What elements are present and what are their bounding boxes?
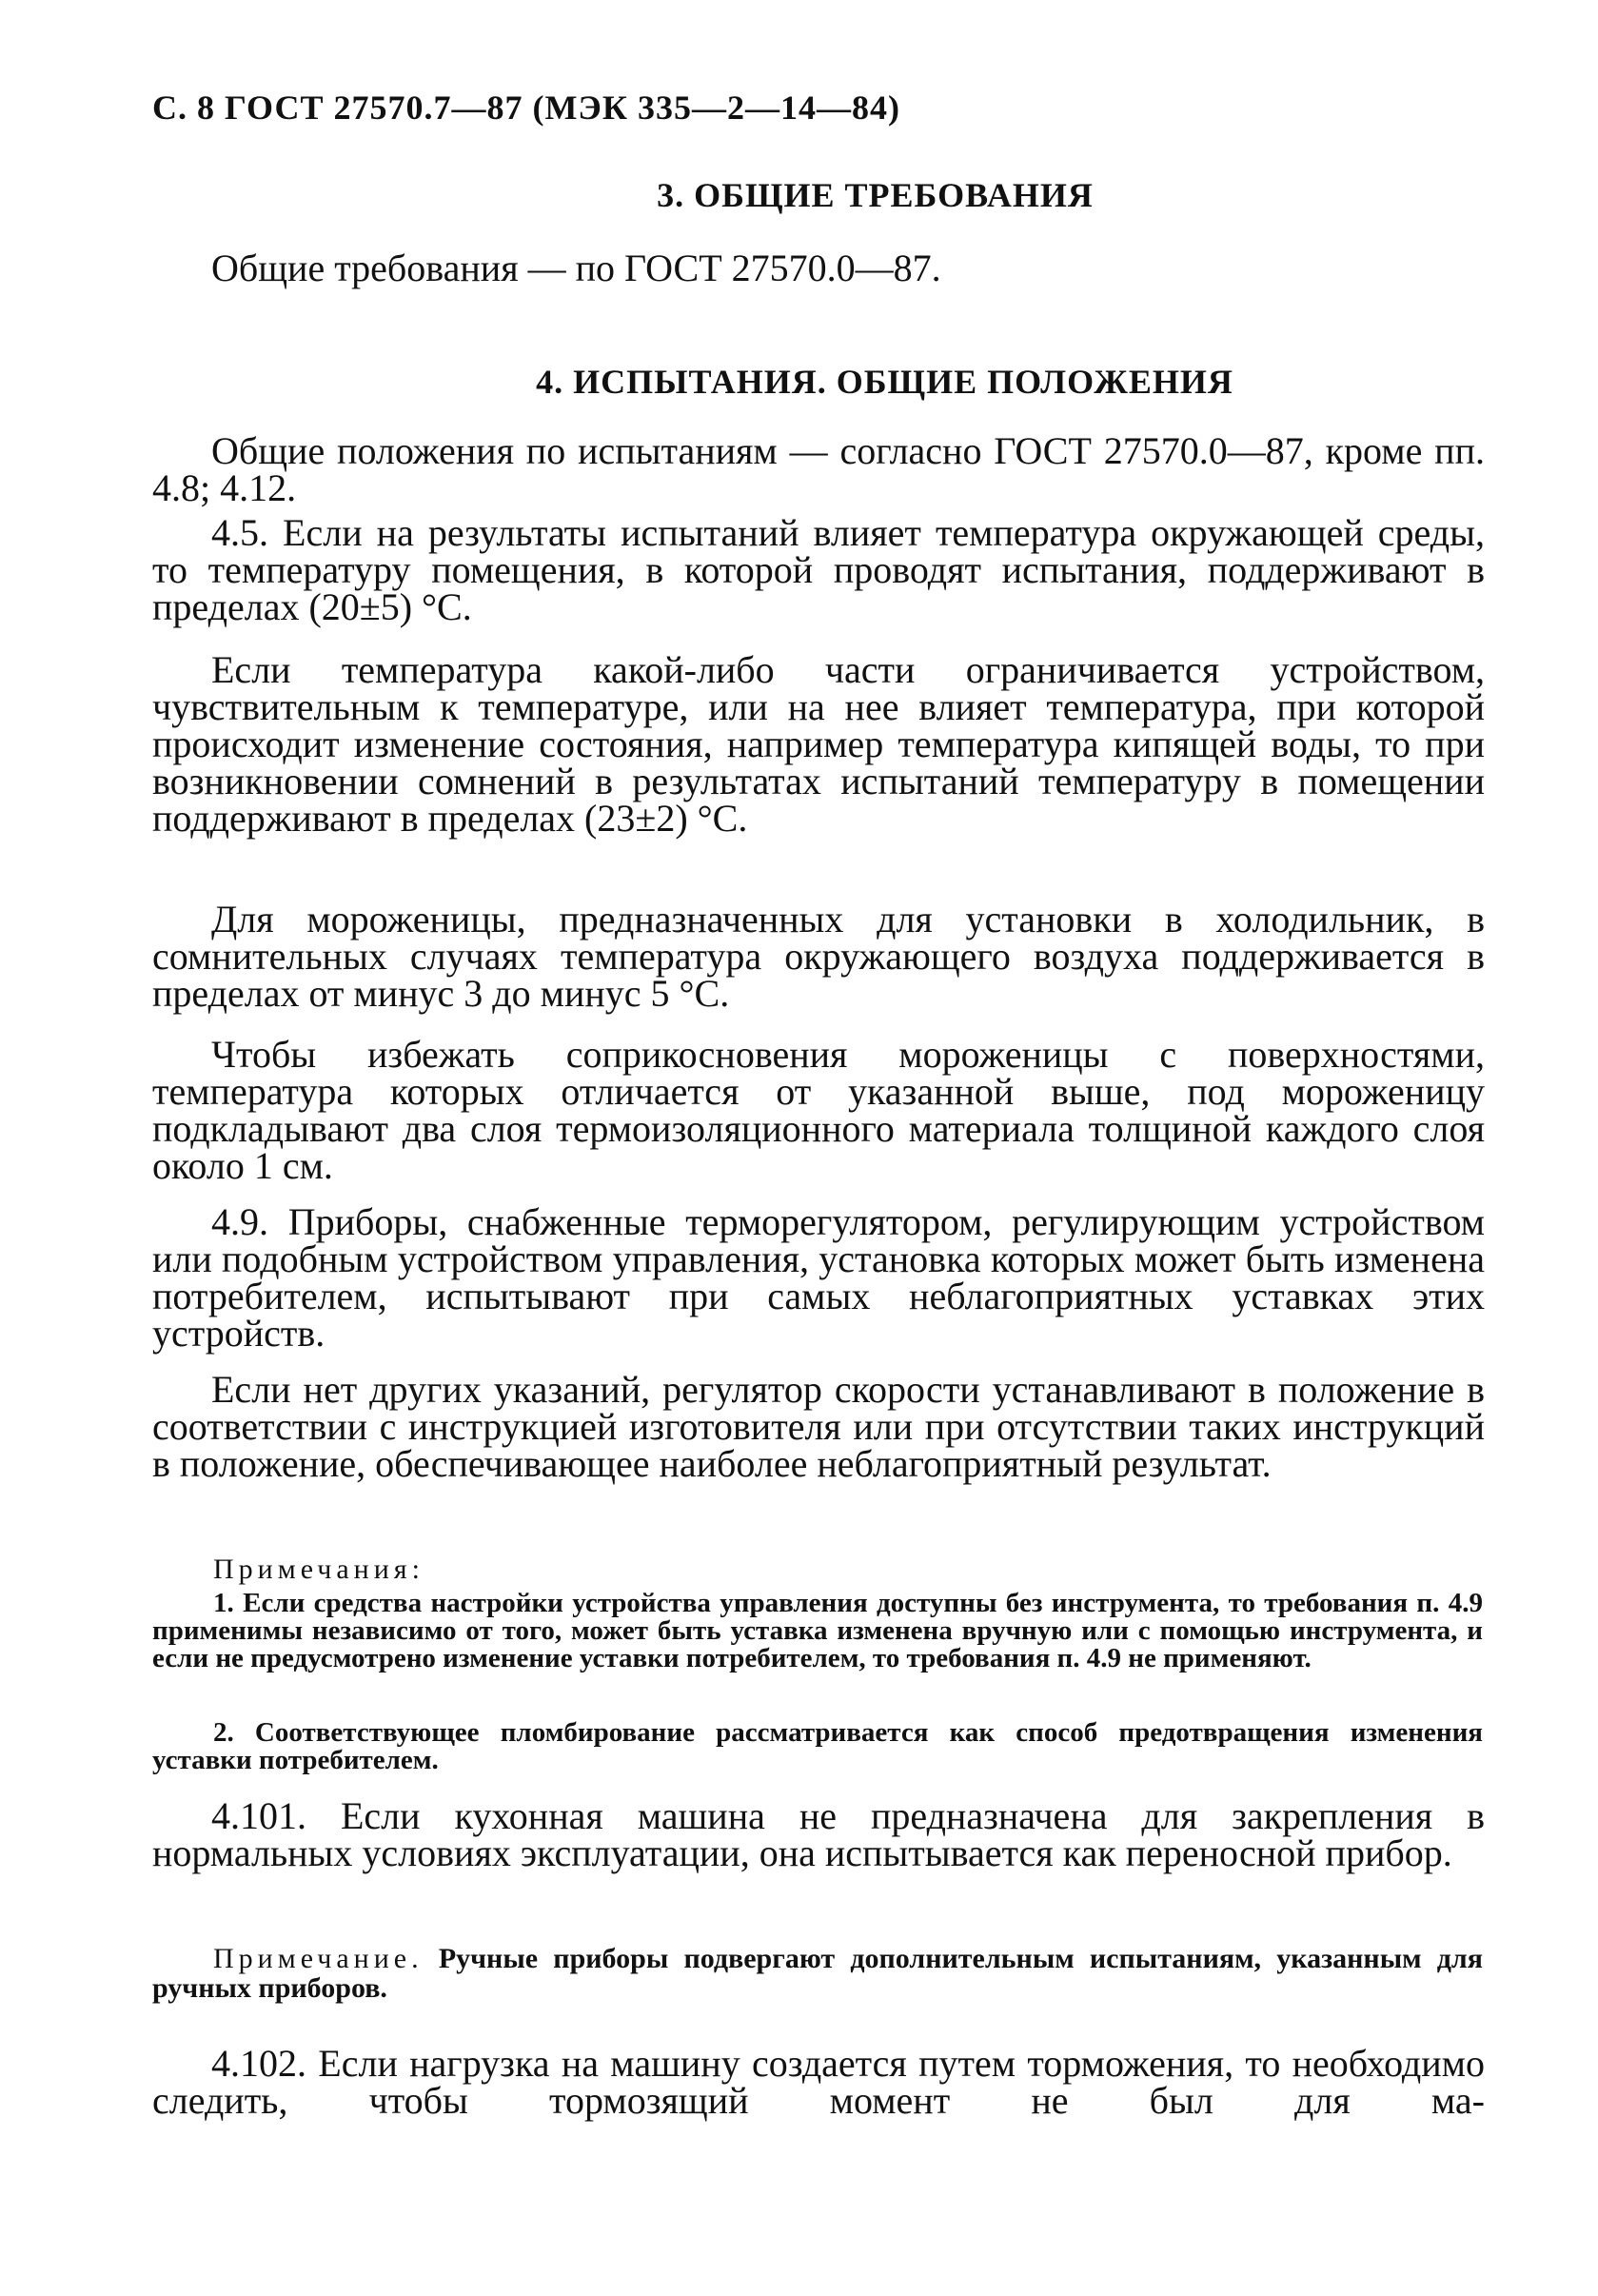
clause-4-5-paragraph-4: Чтобы избежать соприкосновения мороженицы с поверхностями, температура которых отличается от указанной выше, под мороженицу подкладывают два слоя термоизоляционного материала толщиной каждого слоя около 1 см. [152, 1033, 1485, 1187]
section-3-title: 3. ОБЩИЕ ТРЕБОВАНИЯ [657, 176, 1094, 214]
note-1: 1. Если средства настройки устройства управления доступны без инструмента, то требования п. 4.9 применимы независимо от того, может быть уставка изменена вручную или с помощью инструмента, и если не предусмотрено изменение уставки потребителем, то требования п. 4.9 не применяют. [152, 1588, 1483, 1673]
clause-4-5-paragraph-3: Для мороженицы, предназначенных для установки в холодильник, в сомнительных случаях температура окружающего воздуха поддерживается в пределах от минус 3 до минус 5 °С. [152, 898, 1485, 1015]
section-4-title: 4. ИСПЫТАНИЯ. ОБЩИЕ ПОЛОЖЕНИЯ [536, 363, 1233, 401]
clause-4-102: 4.102. Если нагрузка на машину создается путем торможения, то необходимо следить, чтобы тормозящий момент не был для ма- [152, 2042, 1485, 2122]
note-4-101-label: Примечание. [213, 1943, 424, 1974]
notes-label: Примечания: [213, 1554, 424, 1585]
page-header: С. 8 ГОСТ 27570.7—87 (МЭК 335—2—14—84) [152, 89, 900, 127]
note-2: 2. Соответствующее пломбирование рассматривается как способ предотвращения изменения уставки потребителем. [152, 1717, 1483, 1775]
clause-4-9-paragraph-2: Если нет других указаний, регулятор скорости устанавливают в положение в соответствии с инструкцией изготовителя или при отсутствии таких инструкций в положение, обеспечивающее наиболее неблагоприятный результат. [152, 1368, 1485, 1485]
note-4-101-text: Ручные приборы подвергают дополнительным испытаниям, указанным для ручных приборов. [152, 1943, 1483, 2004]
note-4-101 [152, 1944, 1483, 2003]
section-4-intro: Общие положения по испытаниям — согласно ГОСТ 27570.0—87, кроме пп. 4.8; 4.12. [152, 429, 1485, 509]
clause-4-9: 4.9. Приборы, снабженные терморегулятором, регулирующим устройством или подобным устройством управления, установка которых может быть изменена потребителем, испытывают при самых неблагоприятных уставках этих устройств. [152, 1200, 1485, 1355]
section-3-text: Общие требования — по ГОСТ 27570.0—87. [211, 247, 941, 289]
clause-4-101: 4.101. Если кухонная машина не предназначена для закрепления в нормальных условиях эксплуатации, она испытывается как переносной прибор. [152, 1794, 1485, 1874]
clause-4-5-paragraph-2: Если температура какой-либо части ограничивается устройством, чувствительным к температуре, или на нее влияет температура, при которой происходит изменение состояния, например температура кипящей воды, то при возникновении сомнений в результатах испытаний температуру в помещении поддерживают в пределах (23±2) °С. [152, 648, 1485, 840]
clause-4-5: 4.5. Если на результаты испытаний влияет температура окружающей среды, то температуру помещения, в которой проводят испытания, поддерживают в пределах (20±5) °С. [152, 511, 1485, 628]
